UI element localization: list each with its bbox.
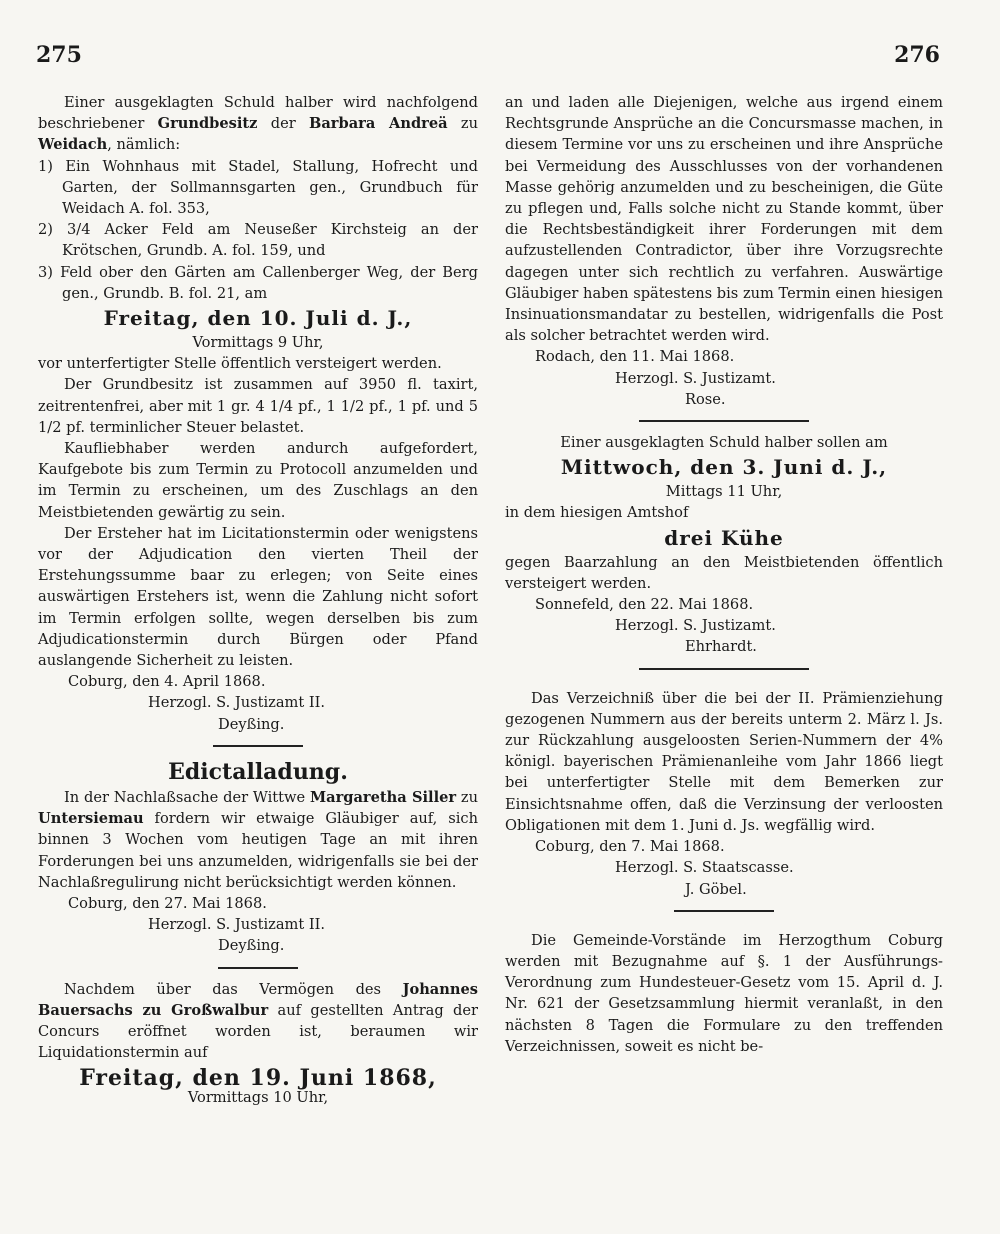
- concurs-intro: [38, 979, 478, 1064]
- text: fordern wir etwaige Gläubiger auf, sich binnen 3 Wochen vom heutigen Tage an mit ihren Forderungen bei uns anzumelden, widrigenfalls sie bei der Nachlaßregulirung nicht berücksichtigt werden können.: [38, 810, 478, 891]
- left-column: [38, 92, 478, 1109]
- cattle-auction-date: Mittwoch, den 3. Juni d. J.,: [560, 455, 888, 480]
- office-name: Herzogl. S. Justizamt II.: [148, 694, 326, 712]
- cattle-auction-body: gegen Baarzahlung an den Meistbietenden öffentlich versteigert werden.: [505, 553, 943, 592]
- signature: Deyßing.: [218, 937, 285, 955]
- divider: [674, 910, 774, 912]
- signature: Rose.: [685, 390, 726, 408]
- dog-tax-notice-body: Die Gemeinde-Vorstände im Herzogthum Coburg werden mit Bezugnahme auf §. 1 der Ausführungs-Verordnung zum Hundesteuer-Gesetz vom 15. April d. J. Nr. 621 der Gesetzsammlung hiermit veranlaßt, in den nächsten 8 Tagen die Formulare zu den treffenden Verzeichnissen, soweit es nicht be-: [505, 931, 943, 1055]
- divider: [218, 967, 298, 969]
- divider: [213, 745, 303, 747]
- text: zu: [447, 115, 478, 133]
- place-name: Weidach: [38, 136, 108, 154]
- cattle-auction-intro: Einer ausgeklagten Schuld halber sollen am: [560, 434, 888, 452]
- text: Einer ausgeklagten Schuld halber wird nachfolgend beschriebener: [38, 94, 478, 133]
- office-name: Herzogl. S. Justizamt II.: [148, 916, 326, 934]
- place-date: Coburg, den 4. April 1868.: [68, 673, 266, 691]
- signature: Ehrhardt.: [685, 638, 757, 656]
- place-date: Rodach, den 11. Mai 1868.: [535, 348, 735, 366]
- notice-body-2: Der Grundbesitz ist zusammen auf 3950 fl. taxirt, zeitrentenfrei, aber mit 1 gr. 4 1/4 pf., 1 1/2 pf., 1 pf. und 5 1/2 pf. terminlicher Steuer belastet.: [38, 376, 478, 436]
- office-name: Herzogl. S. Justizamt.: [615, 369, 776, 387]
- person-name: Johannes Bauersachs zu Großwalbur: [38, 980, 478, 1019]
- property-item-2: 2) 3/4 Acker Feld am Neuseßer Kirchsteig an der Krötschen, Grundb. A. fol. 159, und: [38, 221, 478, 260]
- text: auf gestellten Antrag der Concurs eröffnet worden ist, beraumen wir Liquidationstermin auf: [38, 1001, 479, 1062]
- edictal-heading: Edictalladung.: [168, 758, 348, 785]
- place-date: Sonnefeld, den 22. Mai 1868.: [535, 596, 754, 614]
- owner-name: Barbara Andreä: [309, 115, 448, 133]
- office-name: Herzogl. S. Staatscasse.: [615, 859, 794, 877]
- page-number-left: 275: [36, 42, 82, 68]
- office-name: Herzogl. S. Justizamt.: [615, 617, 776, 635]
- text: zu: [456, 788, 478, 806]
- liquidation-time: Vormittags 10 Uhr,: [187, 1089, 329, 1107]
- cattle-auction-time: Mittags 11 Uhr,: [665, 483, 783, 501]
- right-column: [505, 92, 943, 1057]
- notice-body-4: Der Ersteher hat im Licitationstermin oder wenigstens vor der Adjudication den vierten Theil der Erstehungssumme baar zu erlegen; von Seite eines auswärtigen Erstehers ist, wenn die Zahlung nicht sofort im Termin erfolgen sollte, wegen derselben bis zum Adjudicationstermin durch Bürgen oder Pfand auslangende Sicherheit zu leisten.: [38, 524, 478, 670]
- concurs-body: an und laden alle Diejenigen, welche aus irgend einem Rechtsgrunde Ansprüche an die Concursmasse machen, in diesem Termine vor uns zu erscheinen und ihre Ansprüche bei Vermeidung des Ausschlusses von der vorhandenen Masse gehörig anzumelden und zu bescheinigen, die Güte zu pflegen und, Falls solche nicht zu Stande kommt, über die Rechtsbeständigkeit ihrer Forderungen mit dem aufzustellenden Contradictor, über ihre Vorzugsrechte dagegen unter sich rechtlich zu verfahren. Auswärtige Gläubiger haben spätestens bis zum Termin einen hiesigen Insinuationsmandatar zu bestellen, widrigenfalls die Post als solcher betrachtet werden wird.: [505, 94, 943, 345]
- bond-notice-body: Das Verzeichniß über die bei der II. Prämienziehung gezogenen Nummern aus der bereits unterm 2. März l. Js. zur Rückzahlung ausgeloosten Serien-Nummern der 4% königl. bayerischen Prämienanleihe vom Jahr 1866 liegt bei unterfertigter Stelle mit dem Bemerken zur Einsichtsnahme offen, daß die Verzinsung der verloosten Obligationen mit dem 1. Juni d. Js. wegfällig wird.: [505, 689, 943, 834]
- place-name: Untersiemau: [38, 810, 144, 828]
- property-item-1: 1) Ein Wohnhaus mit Stadel, Stallung, Hofrecht und Garten, der Sollmannsgarten gen., Grundbuch für Weidach A. fol. 353,: [38, 157, 478, 218]
- property-item-3: 3) Feld ober den Gärten am Callenberger Weg, der Berg gen., Grundb. B. fol. 21, am: [38, 263, 478, 302]
- text: In der Nachlaßsache der Wittwe: [64, 788, 310, 806]
- auction-date: Freitag, den 10. Juli d. J.,: [103, 306, 413, 331]
- liquidation-date: Freitag, den 19. Juni 1868,: [79, 1065, 437, 1092]
- divider: [639, 668, 809, 670]
- notice-body-1: vor unterfertigter Stelle öffentlich versteigert werden.: [38, 355, 442, 373]
- cattle-auction-location: in dem hiesigen Amtshof: [505, 504, 689, 522]
- edictal-body: [38, 787, 478, 893]
- text: der: [257, 115, 310, 133]
- auction-time: Vormittags 9 Uhr,: [192, 334, 324, 352]
- emphasis: Grundbesitz: [157, 115, 258, 133]
- notice-auction-intro: [38, 92, 478, 156]
- signature: J. Göbel.: [685, 880, 747, 898]
- place-date: Coburg, den 27. Mai 1868.: [68, 894, 267, 912]
- divider: [639, 420, 809, 422]
- place-date: Coburg, den 7. Mai 1868.: [535, 838, 725, 856]
- cattle-auction-object: drei Kühe: [664, 525, 784, 550]
- signature: Deyßing.: [218, 715, 285, 733]
- text: , nämlich:: [107, 136, 181, 154]
- text: Nachdem über das Vermögen des: [64, 980, 403, 998]
- notice-body-3: Kaufliebhaber werden andurch aufgefordert, Kaufgebote bis zum Termin zu Protocoll anzumelden und im Termin zu erscheinen, um des Zuschlags an den Meistbietenden gewärtig zu sein.: [38, 440, 478, 521]
- page-number-right: 276: [894, 42, 940, 68]
- person-name: Margaretha Siller: [309, 788, 457, 806]
